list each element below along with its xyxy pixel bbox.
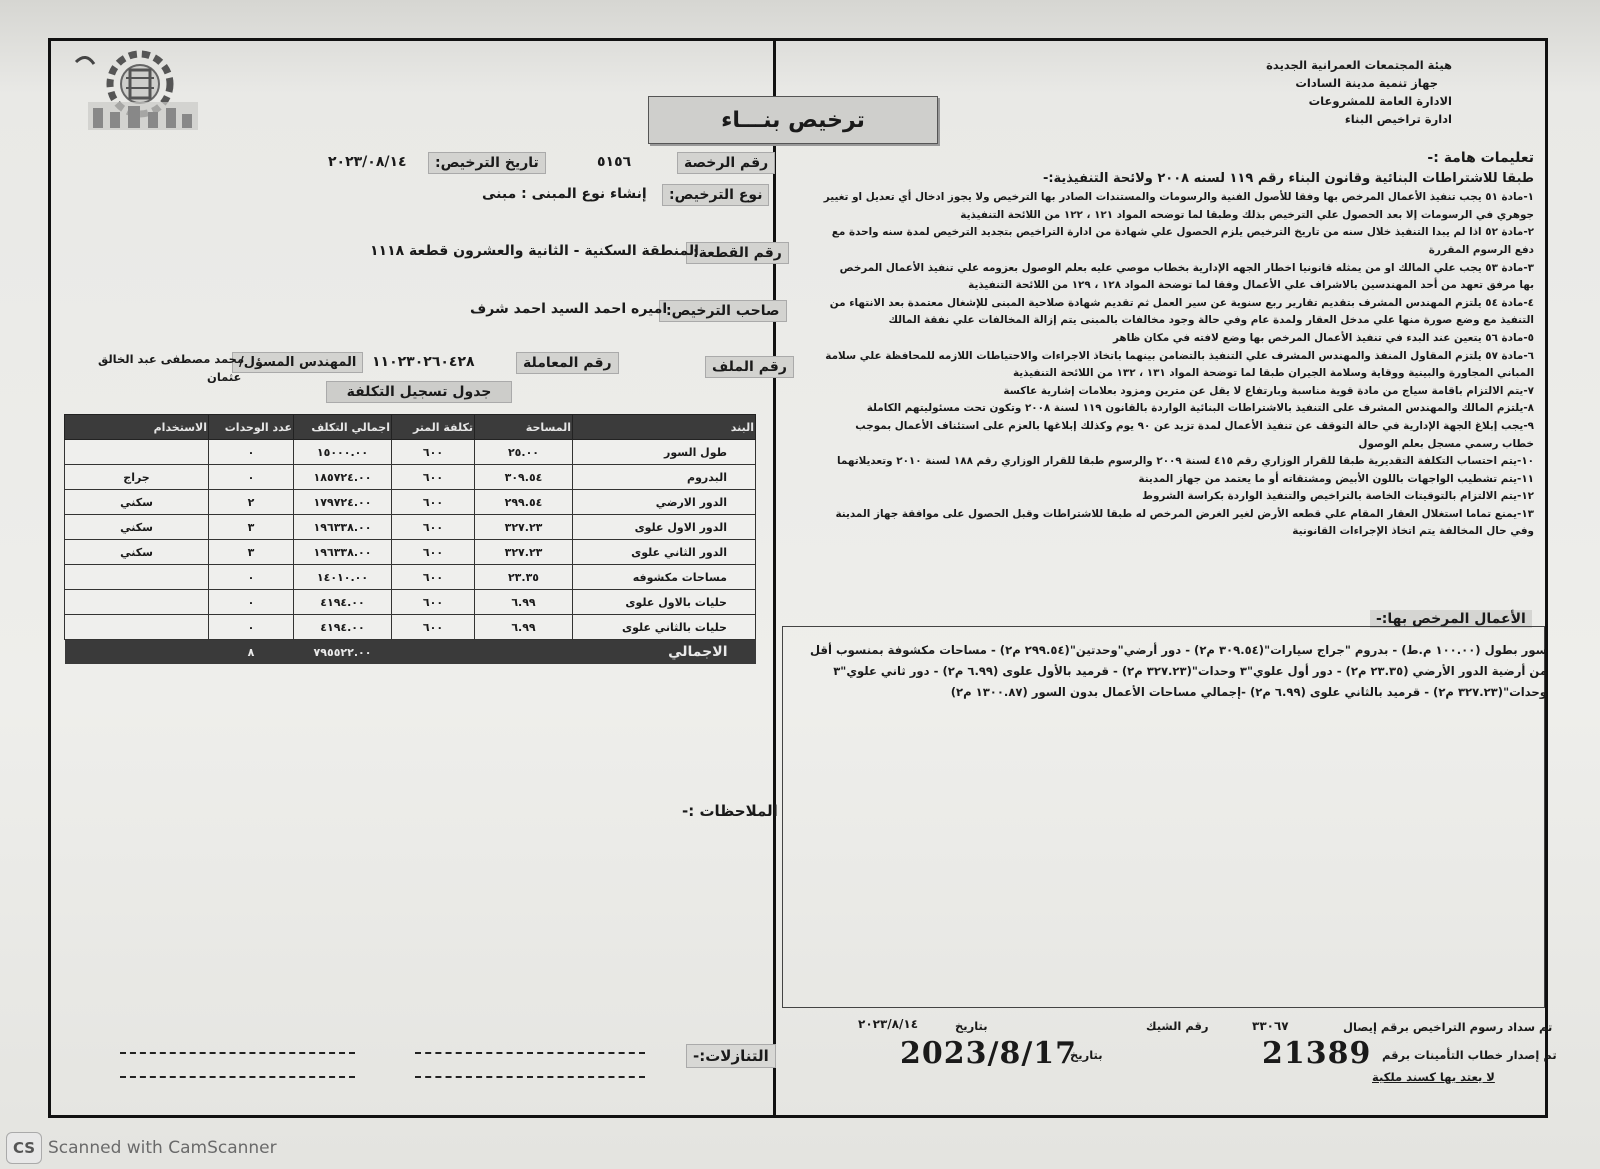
table-row [65,465,756,490]
instruction-item: ١٢-يتم الالتزام بالتوقيتات الخاصة بالتراخيص والتنفيذ الواردة بكراسة الشروط [1142,490,1534,503]
instruction-item: ٩-يجب إبلاغ الجهة الإدارية في حالة التوقف عن تنفيذ الأعمال لمدة تزيد عن ٩٠ يوم وكذلك إبلاغها بالعزم على استئناف الأعمال بموجب خطاب رسمي مسجل بعلم الوصول [855,419,1534,450]
transaction-number-value: ١١٠٢٣٠٢٦٠٤٢٨ [372,354,475,370]
camscanner-logo-icon: CS [6,1132,42,1164]
cell-unit-cost: ٦٠٠ [392,465,475,490]
instruction-item: ١٠-يتم احتساب التكلفة التقديرية طبقا للقرار الوزاري رقم ٤١٥ لسنة ٢٠٠٩ والرسوم طبقا للقرار الوزاري رقم ١٨٨ لسنة ٢٠١٠ وتعديلاتهما [836,455,1534,468]
engineer-name: محمد مصطفى عبد الخالق [98,352,245,366]
total-empty [475,640,573,665]
cell-unit-cost: ٦٠٠ [392,590,475,615]
waivers-label: التنازلات:- [686,1044,776,1068]
fees-label: تم سداد رسوم التراخيص برقم إيصال [1343,1020,1553,1034]
notes-label: الملاحظات :- [682,802,778,820]
signature-line [415,1052,645,1054]
cell-total-cost: ١٩٦٣٣٨.٠٠ [294,540,392,565]
insurance-date-label: بتاريخ [1070,1048,1103,1062]
table-row [65,565,756,590]
insurance-date-handwritten: 2023/8/17 [900,1036,1078,1071]
signature-line [415,1076,645,1078]
camscanner-watermark [6,1132,277,1164]
table-row [65,590,756,615]
col-units: عدد الوحدات [209,415,294,440]
col-item: البند [573,415,756,440]
instruction-item: ٣-مادة ٥٣ يجب علي المالك او من يمثله قانونيا اخطار الجهه الإدارية بخطاب موصي عليه بعلم الوصول بعزومه علي تنفيذ الأعمال المرخص بها مرفق تعهد من أحد المهندسين بالاشراف علي الأعمال وفقا لما توضحة المواد ١٢٨ ، ١٢٩ من اللائحة التنفيذية [839,261,1534,292]
cell-item: مساحات مكشوفه [573,565,756,590]
cell-area: ٣٢٧.٢٣ [475,540,573,565]
cell-unit-cost: ٦٠٠ [392,540,475,565]
instruction-item: ١-مادة ٥١ يجب تنفيذ الأعمال المرخص بها وفقا للأصول الفنية والرسومات والمستندات الصادر بها الترخيص ولا يجوز ادخال أي تعديل او تغيير جوهري في الرسومات إلا بعد الحصول علي الترخيص بذلك وطبقا لما توضحه المواد ١٢١ ، ١٢٢ من اللائحة التنفيذية [823,191,1534,221]
cell-use [65,565,209,590]
cell-item: الدور الثاني علوى [573,540,756,565]
table-total-row [65,640,756,665]
instruction-item: ٦-مادة ٥٧ يلتزم المقاول المنفذ والمهندس المشرف علي التنفيذ بالتضامن بينهما باتخاذ الاجراءات والاحتياطات اللازمه للمحافظة علي سلامة المباني المجاورة والبينية ووقاية وسلامة الجيران طبقا لما توضحة المواد ١٣١ ، ١٣٢ من اللائحة التنفيذية [825,349,1534,380]
cell-unit-cost: ٦٠٠ [392,515,475,540]
cell-unit-cost: ٦٠٠ [392,440,475,465]
cell-units: ٠ [209,565,294,590]
signature-line [120,1052,355,1054]
cell-units: ٠ [209,440,294,465]
cell-item: الدور الاول علوى [573,515,756,540]
permit-number-value: ٥١٥٦ [597,154,632,170]
cell-total-cost: ١٨٥٧٢٤.٠٠ [294,465,392,490]
cell-unit-cost: ٦٠٠ [392,490,475,515]
licensed-works-text: سور بطول (١٠٠.٠٠ م.ط) - بدروم "جراج سيارات"(٣٠٩.٥٤ م٢) - دور أرضي"وحدتين"(٢٩٩.٥٤ م٢) - مساحات مكشوفة بمنسوب أقل من أرضية الدور الأرضي (٢٣.٣٥ م٢) - دور أول علوي"٣ وحدات"(٣٢٧.٢٣ م٢) - قرميد بالأول علوى (٦.٩٩ م٢) - دور ثاني علوي"٣ وحدات"(٣٢٧.٢٣ م٢) - قرميد بالثاني علوى (٦.٩٩ م٢) -إجمالي مساحات الأعمال بدون السور (١٣٠٠.٨٧ م٢) [810,643,1547,699]
owner-value: اميره احمد السيد احمد شرف [470,301,668,317]
plot-number-value: المنطقة السكنية - الثانية والعشرون قطعة ١١١٨ [370,243,699,259]
cell-unit-cost: ٦٠٠ [392,615,475,640]
fees-date-label: بتاريخ [955,1019,988,1033]
instruction-item: ١١-يتم تشطيب الواجهات باللون الأبيض ومشتقاته أو ما يعتمد من جهاز المدينة [1138,472,1534,485]
instructions-subheading: طبقا للاشتراطات البنائية وقانون البناء رقم ١١٩ لسنه ٢٠٠٨ ولائحة التنفيذية:- [1042,170,1534,186]
permit-date-value: ٢٠٢٣/٠٨/١٤ [328,154,407,170]
fees-date: ٢٠٢٣/٨/١٤ [858,1017,919,1031]
cell-units: ٢ [209,490,294,515]
table-row [65,615,756,640]
document-title: ترخيص بنـــاء [648,96,938,144]
col-unit-cost: تكلفة المتر [392,415,475,440]
org-line: هيئة المجتمعات العمرانية الجديدة [1266,58,1452,72]
engineer-label: المهندس المسؤل/ [232,352,363,373]
cell-units: ٠ [209,465,294,490]
instruction-item: ١٣-يمنع تماما استغلال العقار المقام علي قطعه الأرض لغير الغرض المرخص له طبقا للاشتراطات وقبل الحصول على موافقة جهاز المدينة وفي حال المخالفة يتم اتخاذ الإجراءات القانونية [835,507,1534,538]
cell-units: ٠ [209,615,294,640]
instructions-heading: تعليمات هامة :- [1427,150,1534,166]
cell-total-cost: ١٥٠٠٠.٠٠ [294,440,392,465]
cell-use [65,615,209,640]
plot-number-label: رقم القطعة: [686,242,789,264]
camscanner-text: Scanned with CamScanner [48,1138,277,1158]
insurance-label: تم إصدار خطاب التأمينات برقم [1382,1048,1557,1062]
cell-use: سكني [65,515,209,540]
cell-use: سكني [65,490,209,515]
cell-area: ٢٥.٠٠ [475,440,573,465]
permit-number-label: رقم الرخصة [677,152,775,174]
org-line: ادارة تراخيص البناء [1344,112,1452,126]
table-row [65,515,756,540]
cell-area: ٦.٩٩ [475,590,573,615]
cell-area: ٣٠٩.٥٤ [475,465,573,490]
licensed-works-label: الأعمال المرخص بها:- [1370,610,1532,628]
cell-use: سكني [65,540,209,565]
cell-total-cost: ٤١٩٤.٠٠ [294,590,392,615]
cell-total-cost: ١٧٩٧٢٤.٠٠ [294,490,392,515]
cost-table-title: جدول تسجيل التكلفة [326,381,512,403]
transaction-number-label: رقم المعاملة [516,352,619,374]
col-area: المساحة [475,415,573,440]
total-label: الاجمالي [573,640,756,665]
column-divider [773,38,776,1118]
cell-units: ٠ [209,590,294,615]
cell-unit-cost: ٦٠٠ [392,565,475,590]
cost-table [64,414,756,664]
receipt-number: ٣٣٠٦٧ [1252,1019,1289,1033]
cell-area: ٦.٩٩ [475,615,573,640]
permit-type-label: نوع الترخيص: [662,184,769,206]
total-empty [392,640,475,665]
permit-date-label: تاريخ الترخيص: [428,152,546,174]
cheque-label: رقم الشيك [1146,1019,1209,1033]
instruction-item: ٥-مادة ٥٦ يتعين عند البدء في تنفيذ الأعمال المرخص بها وضع لافته في مكان ظاهر [1112,331,1534,344]
cell-total-cost: ١٩٦٣٣٨.٠٠ [294,515,392,540]
cell-item: الدور الارضي [573,490,756,515]
file-number-label: رقم الملف [705,356,794,378]
table-row [65,540,756,565]
table-row [65,440,756,465]
cell-units: ٣ [209,515,294,540]
cell-item: حليات بالثاني علوى [573,615,756,640]
ownership-disclaimer: لا يعتد بها كسند ملكية [1372,1070,1495,1084]
insurance-number-handwritten: 21389 [1262,1036,1372,1071]
cell-area: ٢٩٩.٥٤ [475,490,573,515]
organization-header [1212,56,1452,128]
cell-total-cost: ١٤٠١٠.٠٠ [294,565,392,590]
authority-logo [68,42,203,142]
total-cost: ٧٩٥٥٢٢.٠٠ [294,640,392,665]
org-line: جهاز تنمية مدينة السادات [1295,76,1438,90]
instruction-item: ٨-يلتزم المالك والمهندس المشرف على التنفيذ بالاشتراطات البنائية الواردة بالقانون ١١٩ لسنة ٢٠٠٨ وتكون تحت مسئوليتهم الكاملة [866,402,1534,415]
instruction-item: ٢-مادة ٥٢ اذا لم يبدا التنفيذ خلال سنه من تاريخ الترخيص يلزم الحصول علي شهادة من ادارة التراخيص بتجديد الترخيص لمدة سنه واحدة مع دفع الرسوم المقررة [831,226,1534,256]
total-empty [65,640,209,665]
table-row [65,490,756,515]
total-units: ٨ [209,640,294,665]
cell-area: ٢٣.٣٥ [475,565,573,590]
cell-use: جراج [65,465,209,490]
cell-units: ٣ [209,540,294,565]
cell-area: ٣٢٧.٢٣ [475,515,573,540]
cell-item: البدروم [573,465,756,490]
cost-table-header [65,415,756,440]
engineer-name-cont: عثمان [207,370,242,384]
instruction-item: ٤-مادة ٥٤ يلتزم المهندس المشرف بتقديم تقارير ربع سنوية عن سير العمل ثم تقديم شهادة صلاحية المبنى للإشغال معتمدة بعد الانتهاء من التنفيذ مع وضع صورة منها علي مدخل العقار ولمدة عام وفي حالة وجود مخالفات بالمبنى يتم إزالة المخالفات علي نفقة المالك [829,296,1534,327]
org-line: الادارة العامة للمشروعات [1308,94,1452,108]
owner-label: صاحب الترخيص: [659,300,787,322]
signature-line [120,1076,355,1078]
instructions-block [822,150,1534,541]
cell-use [65,440,209,465]
cell-total-cost: ٤١٩٤.٠٠ [294,615,392,640]
col-total-cost: اجمالي التكلف [294,415,392,440]
cell-item: طول السور [573,440,756,465]
col-use: الاستخدام [65,415,209,440]
permit-type-value: إنشاء نوع المبنى : مبنى [482,186,647,202]
cell-item: حليات بالاول علوى [573,590,756,615]
instruction-item: ٧-يتم الالتزام باقامة سياج من مادة قوية مناسبة وبارتفاع لا يقل عن مترين ومزود بعلامات إشارية عاكسة [1003,384,1534,397]
cell-use [65,590,209,615]
